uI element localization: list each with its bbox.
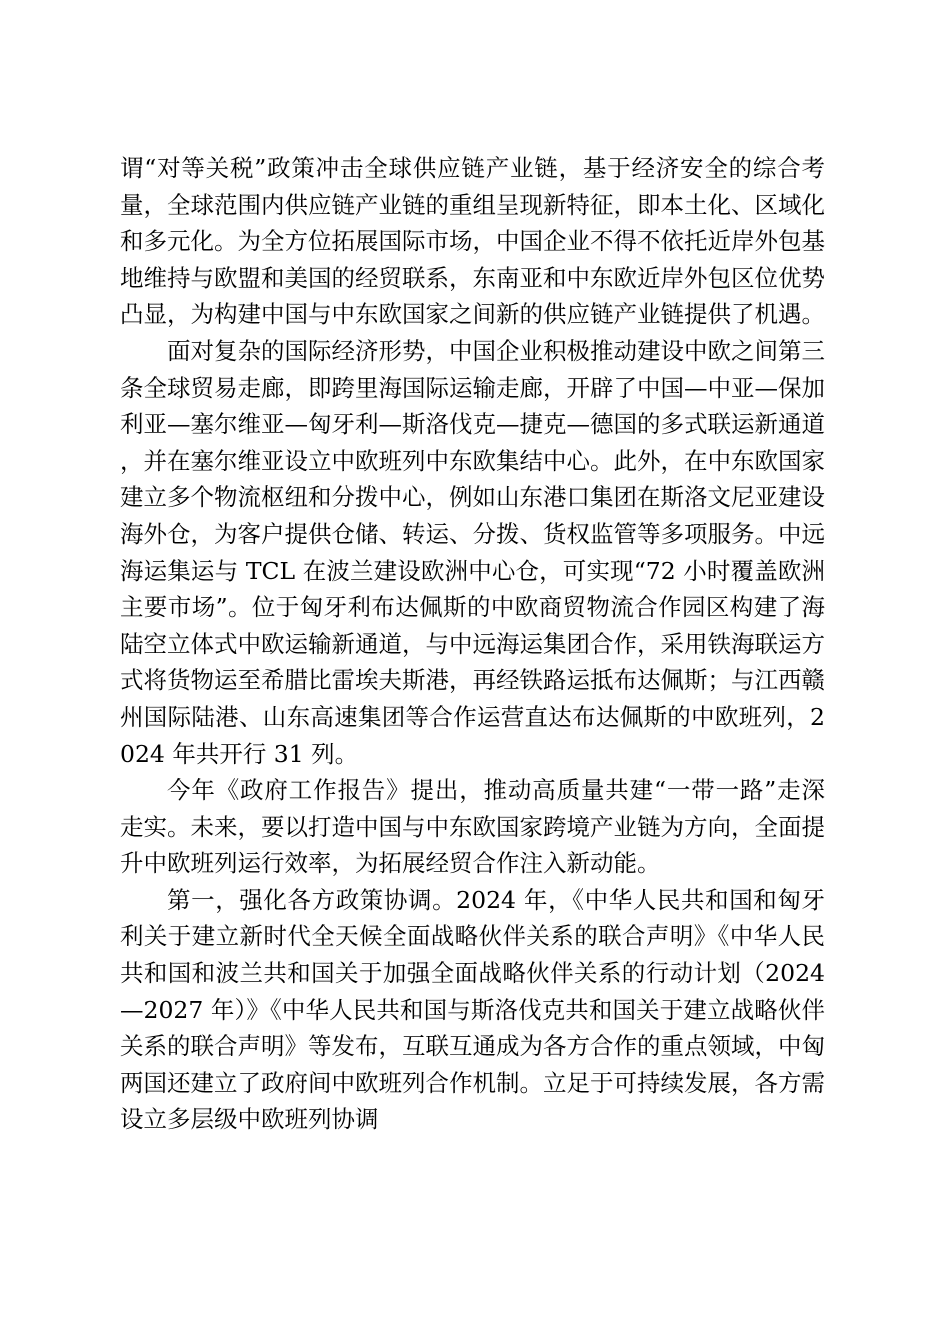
- paragraph-policy-coordination: 第一，强化各方政策协调。2024 年，《中华人民共和国和匈牙利关于建立新时代全天候全面战略伙伴关系的联合声明》《中华人民共和国和波兰共和国关于加强全面战略伙伴关系的行动计划（2024—2027 年）》《中华人民共和国与斯洛伐克共和国关于建立战略伙伴关系的联合声明》等发布，互联互通成为各方合作的重点领域，中匈两国还建立了政府间中欧班列合作机制。立足于可持续发展，各方需设立多层级中欧班列协调: [120, 885, 825, 1134]
- paragraph-continuation: 谓“对等关税”政策冲击全球供应链产业链，基于经济安全的综合考量，全球范围内供应链产业链的重组呈现新特征，即本土化、区域化和多元化。为全方位拓展国际市场，中国企业不得不依托近岸外包基地维持与欧盟和美国的经贸联系，东南亚和中东欧近岸外包区位优势凸显，为构建中国与中东欧国家之间新的供应链产业链提供了机遇。: [120, 154, 825, 329]
- paragraph-government-report: 今年《政府工作报告》提出，推动高质量共建“一带一路”走深走实。未来，要以打造中国与中东欧国家跨境产业链为方向，全面提升中欧班列运行效率，为拓展经贸合作注入新动能。: [120, 776, 825, 878]
- paragraph-trade-corridor: 面对复杂的国际经济形势，中国企业积极推动建设中欧之间第三条全球贸易走廊，即跨里海国际运输走廊，开辟了中国—中亚—保加利亚—塞尔维亚—匈牙利—斯洛伐克—捷克—德国的多式联运新通道，并在塞尔维亚设立中欧班列中东欧集结中心。此外，在中东欧国家建立多个物流枢纽和分拨中心，例如山东港口集团在斯洛文尼亚建设海外仓，为客户提供仓储、转运、分拨、货权监管等多项服务。中远海运集运与 TCL 在波兰建设欧洲中心仓，可实现“72 小时覆盖欧洲主要市场”。位于匈牙利布达佩斯的中欧商贸物流合作园区构建了海陆空立体式中欧运输新通道，与中远海运集团合作，采用铁海联运方式将货物运至希腊比雷埃夫斯港，再经铁路运抵布达佩斯；与江西赣州国际陆港、山东高速集团等合作运营直达布达佩斯的中欧班列，2024 年共开行 31 列。: [120, 336, 825, 768]
- article-body: [120, 150, 825, 1138]
